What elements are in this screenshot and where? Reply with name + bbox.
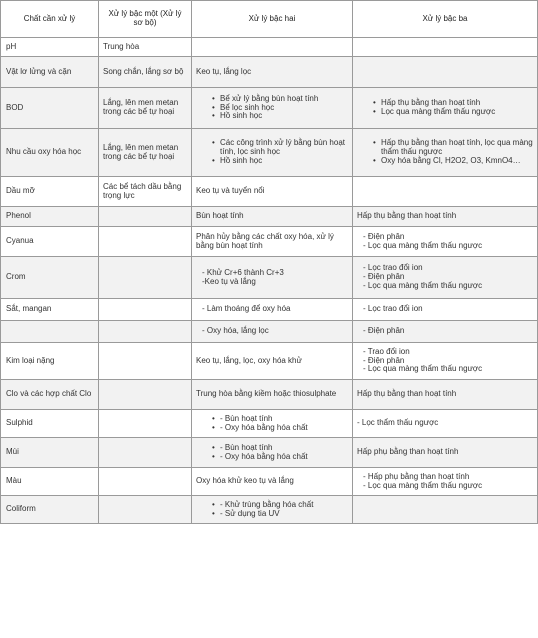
table-row	[1, 321, 538, 343]
secondary-cell	[192, 410, 353, 438]
list-item: • - Khử trùng bằng hóa chất	[220, 501, 348, 510]
secondary-cell	[192, 129, 353, 177]
substance-cell	[1, 321, 99, 343]
secondary-cell	[192, 299, 353, 321]
dash-list	[357, 473, 533, 491]
tertiary-cell	[353, 496, 538, 524]
secondary-cell	[192, 57, 353, 88]
list-item: • Oxy hóa bằng Cl, H2O2, O3, KmnO4…	[381, 157, 533, 166]
list-item: - Điện phân	[363, 272, 405, 282]
primary-cell	[99, 410, 192, 438]
secondary-cell	[192, 38, 353, 57]
primary-cell	[99, 438, 192, 468]
table-row	[1, 129, 538, 177]
substance-cell: Coliform	[1, 496, 99, 524]
tertiary-cell	[353, 380, 538, 410]
header-tertiary: Xử lý bậc ba	[353, 1, 538, 38]
substance-cell: Vật lơ lửng và cặn	[1, 57, 99, 88]
list-item: • - Oxy hóa bằng hóa chất	[220, 424, 348, 433]
primary-cell: Trung hòa	[99, 38, 192, 57]
tertiary-cell	[353, 207, 538, 227]
table-row	[1, 207, 538, 227]
cell-text: Hấp thụ bằng than hoạt tính	[357, 211, 457, 221]
list-item: • Hồ sinh học	[220, 112, 348, 121]
substance-cell: Cyanua	[1, 227, 99, 257]
secondary-cell	[192, 496, 353, 524]
primary-cell	[99, 343, 192, 380]
dash-list	[196, 305, 348, 314]
tertiary-cell	[353, 410, 538, 438]
dash-list	[196, 269, 348, 287]
tertiary-cell	[353, 129, 538, 177]
list-item: - Lọc qua màng thẩm thấu ngược	[363, 280, 483, 290]
list-item: - Khử Cr+6 thành Cr+3	[202, 267, 284, 277]
tertiary-cell	[353, 57, 538, 88]
substance-cell: Sắt, mangan	[1, 299, 99, 321]
primary-cell	[99, 299, 192, 321]
bullet-list	[196, 95, 348, 122]
table-row	[1, 88, 538, 129]
bullet-list	[196, 415, 348, 433]
list-item: • - Bùn hoạt tính	[220, 444, 348, 453]
list-item: • Bể xử lý bằng bùn hoạt tính	[220, 95, 348, 104]
table-row	[1, 57, 538, 88]
table-row	[1, 343, 538, 380]
list-item: • Hấp thụ bằng than hoạt tính, lọc qua màng thẩm thấu ngược	[381, 139, 533, 157]
substance-cell: BOD	[1, 88, 99, 129]
secondary-cell	[192, 380, 353, 410]
list-item: • Hấp thụ bằng than hoạt tính	[381, 99, 533, 108]
list-item: - Oxy hóa, lắng lọc	[202, 326, 269, 336]
cell-text: Phân hủy bằng các chất oxy hóa, xử lý bằng bùn hoạt tính	[196, 231, 334, 250]
dash-list	[196, 327, 348, 336]
substance-cell: Crom	[1, 257, 99, 299]
dash-list	[357, 327, 533, 336]
dash-list	[357, 264, 533, 291]
header-secondary: Xử lý bậc hai	[192, 1, 353, 38]
header-primary: Xử lý bậc một (Xử lý sơ bộ)	[99, 1, 192, 38]
primary-cell	[99, 380, 192, 410]
substance-cell: Kim loại nặng	[1, 343, 99, 380]
list-item: - Hấp phụ bằng than hoạt tính	[363, 471, 470, 481]
substance-cell: pH	[1, 38, 99, 57]
table-row	[1, 380, 538, 410]
list-item: - Điện phân	[363, 326, 405, 336]
substance-cell: Phenol	[1, 207, 99, 227]
list-item: - Lọc trao đổi ion	[363, 304, 423, 314]
tertiary-cell	[353, 468, 538, 496]
list-item: -Keo tụ và lắng	[202, 276, 256, 286]
primary-cell: Song chắn, lắng sơ bộ	[99, 57, 192, 88]
secondary-cell	[192, 177, 353, 207]
secondary-cell	[192, 227, 353, 257]
cell-text: Hấp phụ bằng than hoạt tính	[357, 447, 459, 457]
substance-cell: Nhu cầu oxy hóa học	[1, 129, 99, 177]
substance-cell: Màu	[1, 468, 99, 496]
table-row	[1, 257, 538, 299]
list-item: • Bể lọc sinh học	[220, 104, 348, 113]
list-item: • Các công trình xử lý bằng bùn hoạt tính, lọc sinh học	[220, 139, 348, 157]
dash-list	[357, 305, 533, 314]
bullet-list	[357, 99, 533, 117]
tertiary-cell	[353, 299, 538, 321]
cell-text: Hấp thụ bằng than hoạt tính	[357, 389, 457, 399]
tertiary-cell	[353, 227, 538, 257]
cell-text: Oxy hóa khử keo tụ và lắng	[196, 476, 294, 486]
primary-cell: Lắng, lên men metan trong các bể tự hoại	[99, 129, 192, 177]
list-item: • Lọc qua màng thẩm thấu ngược	[381, 108, 533, 117]
secondary-cell	[192, 438, 353, 468]
list-item: • - Bùn hoạt tính	[220, 415, 348, 424]
secondary-cell	[192, 88, 353, 129]
primary-cell: Các bể tách dầu bằng trọng lực	[99, 177, 192, 207]
substance-cell: Clo và các hợp chất Clo	[1, 380, 99, 410]
tertiary-cell	[353, 88, 538, 129]
bullet-list	[196, 139, 348, 166]
primary-cell	[99, 257, 192, 299]
substance-cell: Mùi	[1, 438, 99, 468]
tertiary-cell	[353, 321, 538, 343]
substance-cell: Sulphid	[1, 410, 99, 438]
list-item: • - Oxy hóa bằng hóa chất	[220, 453, 348, 462]
table-row	[1, 410, 538, 438]
primary-cell	[99, 207, 192, 227]
list-item: - Lọc qua màng thẩm thấu ngược	[363, 480, 483, 490]
primary-cell	[99, 321, 192, 343]
secondary-cell	[192, 343, 353, 380]
primary-cell	[99, 227, 192, 257]
list-item: - Lọc trao đổi ion	[363, 263, 423, 273]
bullet-list	[357, 139, 533, 166]
list-item: - Lọc qua màng thẩm thấu ngược	[363, 364, 483, 374]
tertiary-cell	[353, 38, 538, 57]
substance-cell: Dầu mỡ	[1, 177, 99, 207]
cell-text: Keo tụ, lắng lọc	[196, 66, 252, 76]
primary-cell	[99, 468, 192, 496]
table-row	[1, 227, 538, 257]
bullet-list	[196, 444, 348, 462]
list-item: - Lọc qua màng thẩm thấu ngược	[363, 240, 483, 250]
cell-text: Keo tụ, lắng, lọc, oxy hóa khử	[196, 355, 302, 365]
dash-list	[357, 233, 533, 251]
list-item: • - Sử dụng tia UV	[220, 510, 348, 519]
table-row	[1, 299, 538, 321]
secondary-cell	[192, 207, 353, 227]
header-row	[1, 1, 538, 38]
list-item: - Trao đổi ion	[363, 346, 410, 356]
table-row	[1, 496, 538, 524]
list-item: - Điện phân	[363, 231, 405, 241]
primary-cell	[99, 496, 192, 524]
table-row	[1, 38, 538, 57]
secondary-cell	[192, 468, 353, 496]
table-row	[1, 177, 538, 207]
cell-text: - Lọc thẩm thấu ngược	[357, 418, 439, 428]
table-row	[1, 438, 538, 468]
cell-text: Keo tụ và tuyển nổi	[196, 186, 265, 196]
cell-text: Bùn hoạt tính	[196, 211, 244, 221]
header-substance: Chất cần xử lý	[1, 1, 99, 38]
primary-cell: Lắng, lên men metan trong các bể tự hoại	[99, 88, 192, 129]
tertiary-cell	[353, 257, 538, 299]
secondary-cell	[192, 257, 353, 299]
dash-list	[357, 348, 533, 375]
tertiary-cell	[353, 177, 538, 207]
list-item: • Hồ sinh học	[220, 157, 348, 166]
table-row	[1, 468, 538, 496]
bullet-list	[196, 501, 348, 519]
secondary-cell	[192, 321, 353, 343]
list-item: - Làm thoáng để oxy hóa	[202, 304, 291, 314]
tertiary-cell	[353, 343, 538, 380]
list-item: - Điện phân	[363, 355, 405, 365]
tertiary-cell	[353, 438, 538, 468]
cell-text: Trung hòa bằng kiềm hoặc thiosulphate	[196, 389, 337, 399]
